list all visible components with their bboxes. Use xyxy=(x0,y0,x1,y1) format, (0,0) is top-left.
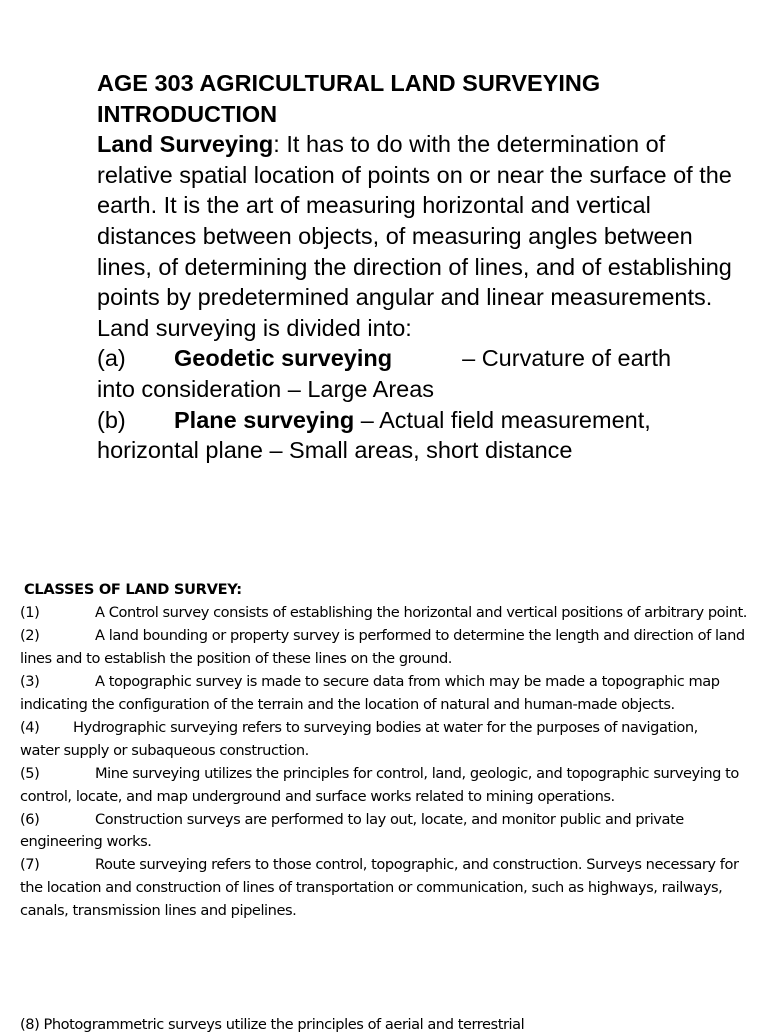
list-item xyxy=(20,763,762,809)
list-item-number: (3) xyxy=(20,672,40,690)
list-item-text: Hydrographic surveying refers to surveying bodies at water for the purposes of navigation, xyxy=(73,718,698,736)
introduction-section xyxy=(97,68,737,466)
list-item xyxy=(20,625,762,671)
cut-off-list-item: (8) Photogrammetric surveys utilize the principles of aerial and terrestrial xyxy=(20,1016,525,1033)
classes-heading: CLASSES OF LAND SURVEY: xyxy=(24,581,242,598)
course-title: AGE 303 AGRICULTURAL LAND SURVEYING xyxy=(97,70,601,96)
list-item-text-continued: water supply or subaqueous construction. xyxy=(20,741,309,759)
list-item-number: (5) xyxy=(20,764,40,782)
list-item-text: Mine surveying utilizes the principles for control, land, geologic, and topographic surveying to control, locate, and map underground and surface works related to mining operations. xyxy=(20,764,739,805)
list-item-number: (7) xyxy=(20,856,40,874)
list-item-text: A land bounding or property survey is performed to determine the length and direction of land lines and to establish the position of these lines on the ground. xyxy=(20,626,745,667)
list-item-text: Route surveying refers to those control, topographic, and construction. Surveys necessary for the location and construction of lines of transportation or communication, such as highways, railways, canals, transmission lines and pipelines. xyxy=(20,856,739,920)
land-surveying-definition xyxy=(97,129,737,313)
list-item-text: A Control survey consists of establishing the horizontal and vertical positions of arbitrary point. xyxy=(95,603,747,621)
division-text-rest: into consideration – Large Areas xyxy=(97,375,435,402)
list-item-number: (2) xyxy=(20,626,40,644)
division-item-plane xyxy=(97,405,737,466)
list-item xyxy=(20,671,762,717)
section-title: INTRODUCTION xyxy=(97,100,278,127)
list-item xyxy=(20,809,762,855)
list-item-number: (4) xyxy=(20,718,40,736)
definition-term: Land Surveying xyxy=(97,131,274,158)
division-marker: (a) xyxy=(97,345,126,372)
division-term: Geodetic surveying xyxy=(174,345,393,372)
list-item-number: (6) xyxy=(20,810,40,828)
list-item xyxy=(20,717,762,763)
division-intro: Land surveying is divided into: xyxy=(97,314,412,341)
list-item-text: Construction surveys are performed to lay out, locate, and monitor public and private engineering works. xyxy=(20,810,684,851)
division-marker: (b) xyxy=(97,406,126,433)
division-term: Plane surveying xyxy=(174,406,355,433)
division-text: – Actual field measurement, horizontal plane – Small areas, short distance xyxy=(97,406,651,464)
division-text-first: – Curvature of earth xyxy=(462,345,672,372)
list-item xyxy=(20,854,762,923)
definition-text: : It has to do with the determination of relative spatial location of points on or near the surface of the earth. It is the art of measuring horizontal and vertical distances between objects, of measuring angles between lines, of determining the direction of lines, and of establishing points by predetermined angular and linear measurements. xyxy=(97,131,732,311)
list-item-number: (1) xyxy=(20,603,40,621)
list-item-text: A topographic survey is made to secure data from which may be made a topographic map indicating the configuration of the terrain and the location of natural and human-made objects. xyxy=(20,672,720,713)
division-item-geodetic xyxy=(97,343,737,404)
classes-section xyxy=(20,579,762,923)
list-item xyxy=(20,602,762,625)
